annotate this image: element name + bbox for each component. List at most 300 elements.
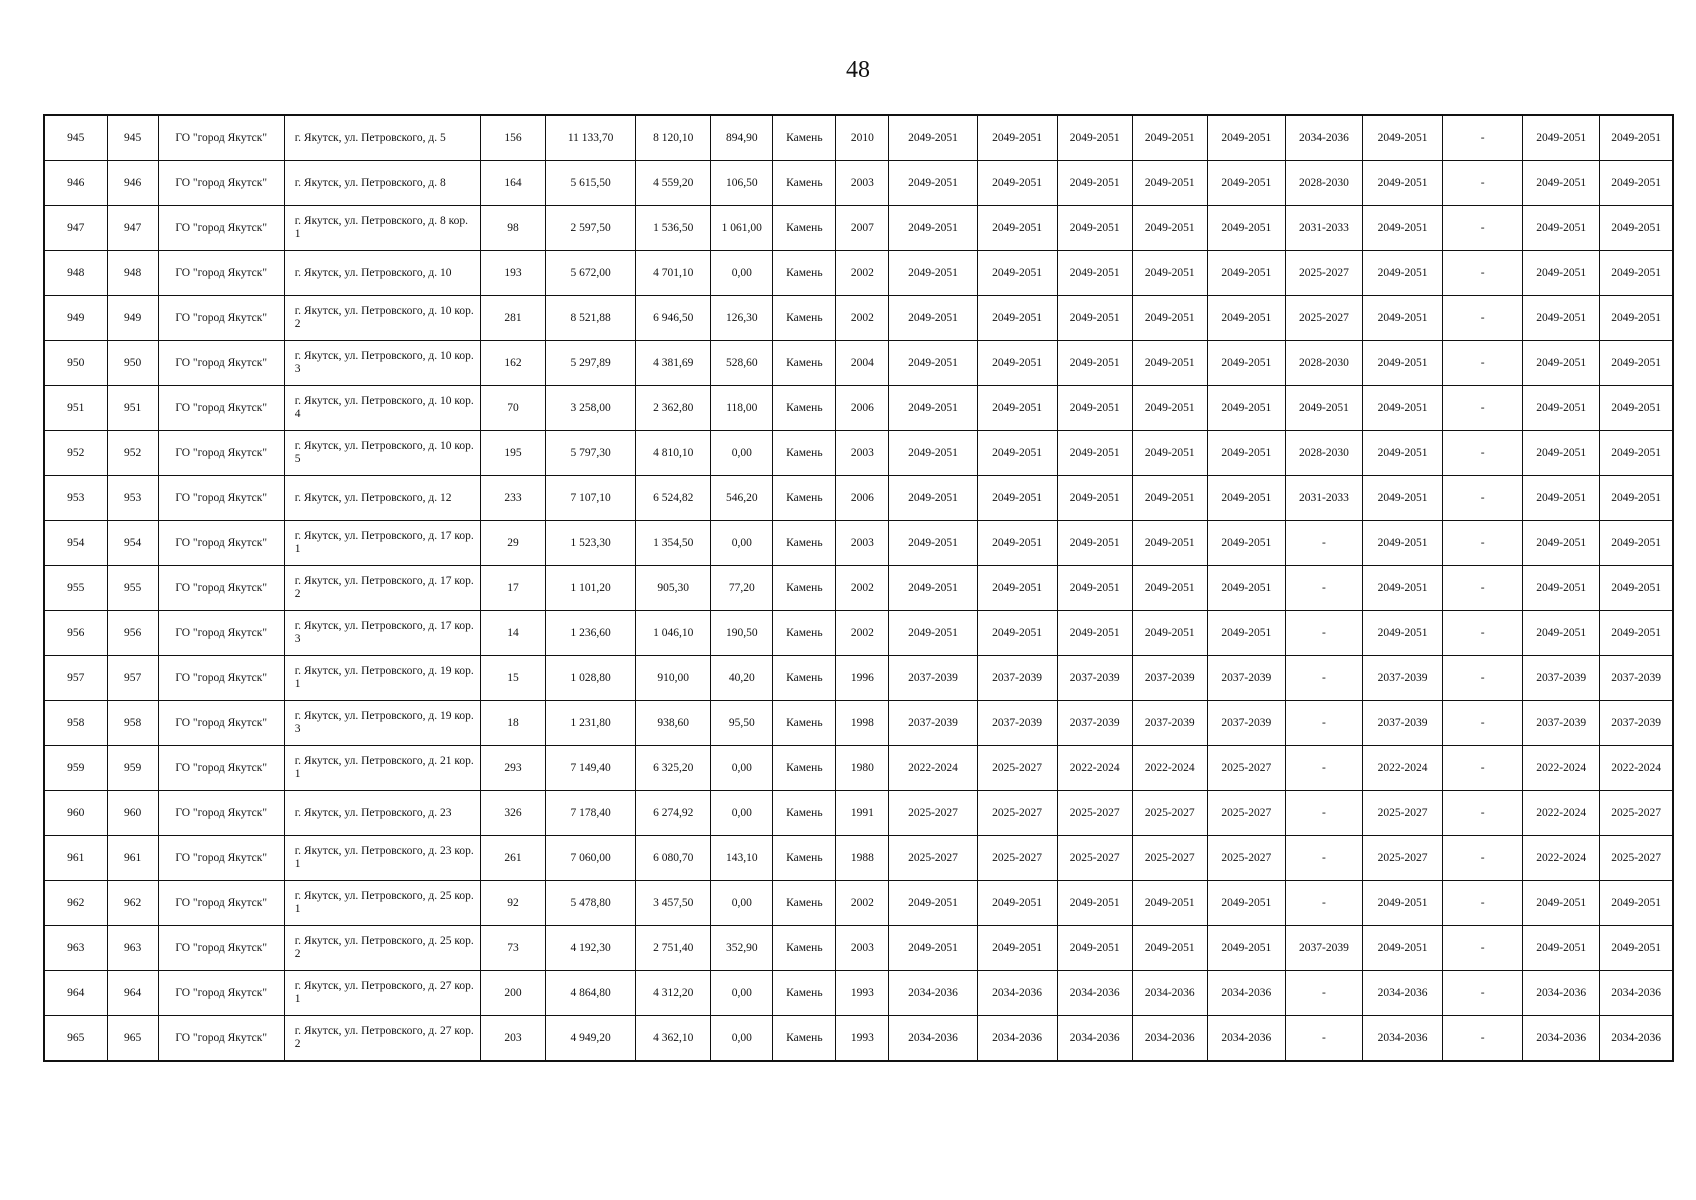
repair-period-3-cell: 2049-2051 (1057, 386, 1132, 431)
repair-period-9-cell: 2049-2051 (1523, 341, 1600, 386)
repair-period-9-cell: 2049-2051 (1523, 476, 1600, 521)
repair-period-5-cell: 2049-2051 (1207, 341, 1285, 386)
repair-period-8-cell: - (1443, 1016, 1523, 1062)
record-number-cell: 965 (107, 1016, 158, 1062)
repair-period-7-cell: 2049-2051 (1362, 566, 1442, 611)
table-row (44, 386, 1673, 431)
repair-period-4-cell: 2034-2036 (1132, 1016, 1207, 1062)
repair-period-6-cell: 2028-2030 (1285, 161, 1362, 206)
table-row (44, 341, 1673, 386)
nonresidential-area-cell: 118,00 (711, 386, 773, 431)
total-area-cell: 1 236,60 (546, 611, 636, 656)
repair-period-5-cell: 2049-2051 (1207, 296, 1285, 341)
repair-period-3-cell: 2034-2036 (1057, 971, 1132, 1016)
repair-period-9-cell: 2049-2051 (1523, 386, 1600, 431)
row-number-cell: 949 (44, 296, 107, 341)
record-number-cell: 964 (107, 971, 158, 1016)
repair-period-7-cell: 2049-2051 (1362, 926, 1442, 971)
apartments-count-cell: 200 (481, 971, 546, 1016)
repair-period-9-cell: 2049-2051 (1523, 206, 1600, 251)
repair-period-2-cell: 2025-2027 (977, 746, 1057, 791)
repair-period-10-cell: 2025-2027 (1600, 836, 1673, 881)
repair-period-10-cell: 2049-2051 (1600, 881, 1673, 926)
repair-period-7-cell: 2034-2036 (1362, 1016, 1442, 1062)
municipality-cell: ГО "город Якутск" (158, 206, 284, 251)
repair-period-6-cell: 2028-2030 (1285, 431, 1362, 476)
living-area-cell: 910,00 (636, 656, 711, 701)
record-number-cell: 947 (107, 206, 158, 251)
row-number-cell: 965 (44, 1016, 107, 1062)
repair-period-1-cell: 2049-2051 (889, 611, 977, 656)
living-area-cell: 938,60 (636, 701, 711, 746)
repair-period-8-cell: - (1443, 386, 1523, 431)
repair-period-2-cell: 2049-2051 (977, 476, 1057, 521)
nonresidential-area-cell: 528,60 (711, 341, 773, 386)
total-area-cell: 5 797,30 (546, 431, 636, 476)
row-number-cell: 963 (44, 926, 107, 971)
nonresidential-area-cell: 352,90 (711, 926, 773, 971)
living-area-cell: 6 325,20 (636, 746, 711, 791)
repair-period-1-cell: 2049-2051 (889, 476, 977, 521)
repair-period-3-cell: 2034-2036 (1057, 1016, 1132, 1062)
wall-material-cell: Камень (773, 701, 836, 746)
repair-period-7-cell: 2049-2051 (1362, 115, 1442, 161)
build-year-cell: 1993 (836, 971, 889, 1016)
repair-period-8-cell: - (1443, 161, 1523, 206)
table-row (44, 115, 1673, 161)
repair-period-7-cell: 2049-2051 (1362, 386, 1442, 431)
build-year-cell: 1991 (836, 791, 889, 836)
municipality-cell: ГО "город Якутск" (158, 881, 284, 926)
repair-period-5-cell: 2049-2051 (1207, 521, 1285, 566)
row-number-cell: 957 (44, 656, 107, 701)
repair-period-10-cell: 2025-2027 (1600, 791, 1673, 836)
repair-period-8-cell: - (1443, 521, 1523, 566)
repair-period-2-cell: 2049-2051 (977, 611, 1057, 656)
municipality-cell: ГО "город Якутск" (158, 115, 284, 161)
repair-period-1-cell: 2049-2051 (889, 115, 977, 161)
repair-period-1-cell: 2049-2051 (889, 386, 977, 431)
address-cell: г. Якутск, ул. Петровского, д. 10 кор. 5 (284, 431, 480, 476)
repair-period-9-cell: 2049-2051 (1523, 115, 1600, 161)
record-number-cell: 955 (107, 566, 158, 611)
address-cell: г. Якутск, ул. Петровского, д. 25 кор. 2 (284, 926, 480, 971)
repair-period-1-cell: 2049-2051 (889, 341, 977, 386)
table-row (44, 431, 1673, 476)
repair-period-9-cell: 2049-2051 (1523, 296, 1600, 341)
build-year-cell: 2003 (836, 161, 889, 206)
total-area-cell: 11 133,70 (546, 115, 636, 161)
repair-period-6-cell: - (1285, 881, 1362, 926)
wall-material-cell: Камень (773, 746, 836, 791)
repair-period-9-cell: 2049-2051 (1523, 251, 1600, 296)
repair-period-3-cell: 2049-2051 (1057, 611, 1132, 656)
apartments-count-cell: 70 (481, 386, 546, 431)
repair-period-10-cell: 2049-2051 (1600, 115, 1673, 161)
repair-period-3-cell: 2037-2039 (1057, 701, 1132, 746)
nonresidential-area-cell: 143,10 (711, 836, 773, 881)
repair-period-9-cell: 2049-2051 (1523, 926, 1600, 971)
row-number-cell: 961 (44, 836, 107, 881)
nonresidential-area-cell: 0,00 (711, 881, 773, 926)
living-area-cell: 4 312,20 (636, 971, 711, 1016)
living-area-cell: 3 457,50 (636, 881, 711, 926)
repair-period-6-cell: - (1285, 971, 1362, 1016)
living-area-cell: 4 381,69 (636, 341, 711, 386)
wall-material-cell: Камень (773, 791, 836, 836)
living-area-cell: 4 559,20 (636, 161, 711, 206)
wall-material-cell: Камень (773, 115, 836, 161)
total-area-cell: 1 231,80 (546, 701, 636, 746)
build-year-cell: 1998 (836, 701, 889, 746)
repair-period-1-cell: 2049-2051 (889, 566, 977, 611)
build-year-cell: 2002 (836, 251, 889, 296)
municipality-cell: ГО "город Якутск" (158, 746, 284, 791)
housing-repair-table (43, 114, 1674, 1062)
repair-period-7-cell: 2049-2051 (1362, 161, 1442, 206)
municipality-cell: ГО "город Якутск" (158, 1016, 284, 1062)
record-number-cell: 949 (107, 296, 158, 341)
living-area-cell: 1 354,50 (636, 521, 711, 566)
total-area-cell: 7 178,40 (546, 791, 636, 836)
nonresidential-area-cell: 0,00 (711, 971, 773, 1016)
living-area-cell: 4 701,10 (636, 251, 711, 296)
repair-period-8-cell: - (1443, 476, 1523, 521)
repair-period-1-cell: 2049-2051 (889, 161, 977, 206)
municipality-cell: ГО "город Якутск" (158, 431, 284, 476)
row-number-cell: 948 (44, 251, 107, 296)
repair-period-7-cell: 2049-2051 (1362, 341, 1442, 386)
total-area-cell: 7 107,10 (546, 476, 636, 521)
repair-period-7-cell: 2049-2051 (1362, 296, 1442, 341)
address-cell: г. Якутск, ул. Петровского, д. 19 кор. 1 (284, 656, 480, 701)
total-area-cell: 4 192,30 (546, 926, 636, 971)
repair-period-7-cell: 2037-2039 (1362, 701, 1442, 746)
repair-period-4-cell: 2037-2039 (1132, 656, 1207, 701)
repair-period-2-cell: 2049-2051 (977, 251, 1057, 296)
repair-period-5-cell: 2025-2027 (1207, 746, 1285, 791)
total-area-cell: 1 028,80 (546, 656, 636, 701)
repair-period-4-cell: 2049-2051 (1132, 161, 1207, 206)
row-number-cell: 956 (44, 611, 107, 656)
repair-period-6-cell: 2025-2027 (1285, 296, 1362, 341)
repair-period-3-cell: 2049-2051 (1057, 881, 1132, 926)
record-number-cell: 954 (107, 521, 158, 566)
repair-period-3-cell: 2049-2051 (1057, 341, 1132, 386)
repair-period-8-cell: - (1443, 206, 1523, 251)
nonresidential-area-cell: 0,00 (711, 746, 773, 791)
repair-period-3-cell: 2049-2051 (1057, 161, 1132, 206)
municipality-cell: ГО "город Якутск" (158, 656, 284, 701)
repair-period-2-cell: 2049-2051 (977, 206, 1057, 251)
repair-period-8-cell: - (1443, 791, 1523, 836)
repair-period-6-cell: - (1285, 566, 1362, 611)
apartments-count-cell: 203 (481, 1016, 546, 1062)
repair-period-9-cell: 2037-2039 (1523, 701, 1600, 746)
repair-period-8-cell: - (1443, 971, 1523, 1016)
living-area-cell: 4 362,10 (636, 1016, 711, 1062)
total-area-cell: 5 615,50 (546, 161, 636, 206)
apartments-count-cell: 73 (481, 926, 546, 971)
record-number-cell: 945 (107, 115, 158, 161)
repair-period-1-cell: 2049-2051 (889, 431, 977, 476)
repair-period-4-cell: 2049-2051 (1132, 115, 1207, 161)
table-row (44, 521, 1673, 566)
apartments-count-cell: 281 (481, 296, 546, 341)
repair-period-9-cell: 2022-2024 (1523, 746, 1600, 791)
repair-period-4-cell: 2049-2051 (1132, 476, 1207, 521)
repair-period-10-cell: 2049-2051 (1600, 161, 1673, 206)
table-row (44, 251, 1673, 296)
repair-period-10-cell: 2049-2051 (1600, 386, 1673, 431)
build-year-cell: 1980 (836, 746, 889, 791)
wall-material-cell: Камень (773, 386, 836, 431)
record-number-cell: 946 (107, 161, 158, 206)
repair-period-1-cell: 2049-2051 (889, 881, 977, 926)
repair-period-7-cell: 2025-2027 (1362, 791, 1442, 836)
repair-period-4-cell: 2022-2024 (1132, 746, 1207, 791)
repair-period-8-cell: - (1443, 746, 1523, 791)
repair-period-9-cell: 2049-2051 (1523, 881, 1600, 926)
repair-period-4-cell: 2049-2051 (1132, 926, 1207, 971)
apartments-count-cell: 156 (481, 115, 546, 161)
repair-period-2-cell: 2034-2036 (977, 971, 1057, 1016)
wall-material-cell: Камень (773, 521, 836, 566)
wall-material-cell: Камень (773, 206, 836, 251)
repair-period-9-cell: 2049-2051 (1523, 161, 1600, 206)
nonresidential-area-cell: 126,30 (711, 296, 773, 341)
repair-period-5-cell: 2049-2051 (1207, 206, 1285, 251)
repair-period-2-cell: 2049-2051 (977, 341, 1057, 386)
living-area-cell: 6 524,82 (636, 476, 711, 521)
living-area-cell: 6 080,70 (636, 836, 711, 881)
wall-material-cell: Камень (773, 296, 836, 341)
repair-period-7-cell: 2049-2051 (1362, 251, 1442, 296)
build-year-cell: 2002 (836, 881, 889, 926)
address-cell: г. Якутск, ул. Петровского, д. 27 кор. 1 (284, 971, 480, 1016)
repair-period-9-cell: 2049-2051 (1523, 521, 1600, 566)
total-area-cell: 4 949,20 (546, 1016, 636, 1062)
municipality-cell: ГО "город Якутск" (158, 971, 284, 1016)
municipality-cell: ГО "город Якутск" (158, 476, 284, 521)
repair-period-8-cell: - (1443, 566, 1523, 611)
municipality-cell: ГО "город Якутск" (158, 521, 284, 566)
table-row (44, 476, 1673, 521)
repair-period-3-cell: 2049-2051 (1057, 296, 1132, 341)
repair-period-1-cell: 2049-2051 (889, 251, 977, 296)
repair-period-1-cell: 2025-2027 (889, 836, 977, 881)
address-cell: г. Якутск, ул. Петровского, д. 23 кор. 1 (284, 836, 480, 881)
record-number-cell: 962 (107, 881, 158, 926)
row-number-cell: 964 (44, 971, 107, 1016)
repair-period-5-cell: 2037-2039 (1207, 656, 1285, 701)
wall-material-cell: Камень (773, 656, 836, 701)
build-year-cell: 2006 (836, 386, 889, 431)
record-number-cell: 959 (107, 746, 158, 791)
repair-period-10-cell: 2049-2051 (1600, 566, 1673, 611)
repair-period-7-cell: 2049-2051 (1362, 206, 1442, 251)
repair-period-7-cell: 2049-2051 (1362, 611, 1442, 656)
total-area-cell: 4 864,80 (546, 971, 636, 1016)
record-number-cell: 953 (107, 476, 158, 521)
page-number: 48 (846, 57, 870, 83)
repair-period-5-cell: 2049-2051 (1207, 251, 1285, 296)
repair-period-4-cell: 2025-2027 (1132, 836, 1207, 881)
repair-period-9-cell: 2049-2051 (1523, 566, 1600, 611)
nonresidential-area-cell: 0,00 (711, 791, 773, 836)
row-number-cell: 947 (44, 206, 107, 251)
living-area-cell: 2 751,40 (636, 926, 711, 971)
apartments-count-cell: 195 (481, 431, 546, 476)
repair-period-6-cell: - (1285, 1016, 1362, 1062)
wall-material-cell: Камень (773, 1016, 836, 1062)
repair-period-10-cell: 2034-2036 (1600, 1016, 1673, 1062)
repair-period-9-cell: 2049-2051 (1523, 431, 1600, 476)
living-area-cell: 905,30 (636, 566, 711, 611)
repair-period-2-cell: 2049-2051 (977, 161, 1057, 206)
record-number-cell: 960 (107, 791, 158, 836)
apartments-count-cell: 29 (481, 521, 546, 566)
repair-period-10-cell: 2022-2024 (1600, 746, 1673, 791)
repair-period-8-cell: - (1443, 656, 1523, 701)
address-cell: г. Якутск, ул. Петровского, д. 19 кор. 3 (284, 701, 480, 746)
repair-period-2-cell: 2025-2027 (977, 791, 1057, 836)
address-cell: г. Якутск, ул. Петровского, д. 8 (284, 161, 480, 206)
repair-period-2-cell: 2049-2051 (977, 115, 1057, 161)
repair-period-3-cell: 2049-2051 (1057, 115, 1132, 161)
repair-period-6-cell: 2028-2030 (1285, 341, 1362, 386)
apartments-count-cell: 162 (481, 341, 546, 386)
repair-period-3-cell: 2049-2051 (1057, 431, 1132, 476)
repair-period-2-cell: 2049-2051 (977, 296, 1057, 341)
build-year-cell: 1996 (836, 656, 889, 701)
row-number-cell: 960 (44, 791, 107, 836)
build-year-cell: 2010 (836, 115, 889, 161)
nonresidential-area-cell: 77,20 (711, 566, 773, 611)
table-row (44, 611, 1673, 656)
apartments-count-cell: 293 (481, 746, 546, 791)
nonresidential-area-cell: 0,00 (711, 521, 773, 566)
table-row (44, 656, 1673, 701)
repair-period-5-cell: 2034-2036 (1207, 1016, 1285, 1062)
repair-period-10-cell: 2049-2051 (1600, 431, 1673, 476)
repair-period-4-cell: 2049-2051 (1132, 206, 1207, 251)
row-number-cell: 950 (44, 341, 107, 386)
living-area-cell: 6 946,50 (636, 296, 711, 341)
record-number-cell: 952 (107, 431, 158, 476)
repair-period-10-cell: 2049-2051 (1600, 251, 1673, 296)
repair-period-1-cell: 2025-2027 (889, 791, 977, 836)
municipality-cell: ГО "город Якутск" (158, 296, 284, 341)
total-area-cell: 7 060,00 (546, 836, 636, 881)
repair-period-9-cell: 2037-2039 (1523, 656, 1600, 701)
municipality-cell: ГО "город Якутск" (158, 611, 284, 656)
repair-period-1-cell: 2037-2039 (889, 701, 977, 746)
repair-period-5-cell: 2049-2051 (1207, 881, 1285, 926)
apartments-count-cell: 261 (481, 836, 546, 881)
repair-period-2-cell: 2049-2051 (977, 431, 1057, 476)
repair-period-10-cell: 2049-2051 (1600, 611, 1673, 656)
build-year-cell: 2004 (836, 341, 889, 386)
repair-period-2-cell: 2037-2039 (977, 656, 1057, 701)
table-row (44, 161, 1673, 206)
build-year-cell: 2002 (836, 566, 889, 611)
address-cell: г. Якутск, ул. Петровского, д. 21 кор. 1 (284, 746, 480, 791)
repair-period-10-cell: 2037-2039 (1600, 701, 1673, 746)
repair-period-7-cell: 2049-2051 (1362, 476, 1442, 521)
build-year-cell: 1988 (836, 836, 889, 881)
address-cell: г. Якутск, ул. Петровского, д. 12 (284, 476, 480, 521)
table-row (44, 836, 1673, 881)
apartments-count-cell: 326 (481, 791, 546, 836)
repair-period-10-cell: 2049-2051 (1600, 341, 1673, 386)
total-area-cell: 5 478,80 (546, 881, 636, 926)
repair-period-6-cell: 2025-2027 (1285, 251, 1362, 296)
apartments-count-cell: 193 (481, 251, 546, 296)
repair-period-6-cell: - (1285, 656, 1362, 701)
municipality-cell: ГО "город Якутск" (158, 701, 284, 746)
repair-period-7-cell: 2034-2036 (1362, 971, 1442, 1016)
address-cell: г. Якутск, ул. Петровского, д. 10 кор. 4 (284, 386, 480, 431)
repair-period-10-cell: 2049-2051 (1600, 521, 1673, 566)
repair-period-2-cell: 2037-2039 (977, 701, 1057, 746)
repair-period-6-cell: - (1285, 521, 1362, 566)
total-area-cell: 5 672,00 (546, 251, 636, 296)
repair-period-8-cell: - (1443, 881, 1523, 926)
repair-period-5-cell: 2049-2051 (1207, 115, 1285, 161)
municipality-cell: ГО "город Якутск" (158, 251, 284, 296)
address-cell: г. Якутск, ул. Петровского, д. 17 кор. 1 (284, 521, 480, 566)
build-year-cell: 2003 (836, 521, 889, 566)
repair-period-9-cell: 2034-2036 (1523, 971, 1600, 1016)
build-year-cell: 2002 (836, 296, 889, 341)
repair-period-8-cell: - (1443, 611, 1523, 656)
repair-period-4-cell: 2049-2051 (1132, 611, 1207, 656)
repair-period-1-cell: 2034-2036 (889, 971, 977, 1016)
repair-period-3-cell: 2049-2051 (1057, 926, 1132, 971)
repair-period-9-cell: 2049-2051 (1523, 611, 1600, 656)
row-number-cell: 945 (44, 115, 107, 161)
wall-material-cell: Камень (773, 611, 836, 656)
repair-period-5-cell: 2049-2051 (1207, 926, 1285, 971)
repair-period-3-cell: 2022-2024 (1057, 746, 1132, 791)
repair-period-8-cell: - (1443, 836, 1523, 881)
repair-period-10-cell: 2049-2051 (1600, 296, 1673, 341)
repair-period-1-cell: 2049-2051 (889, 521, 977, 566)
apartments-count-cell: 164 (481, 161, 546, 206)
living-area-cell: 1 536,50 (636, 206, 711, 251)
repair-period-5-cell: 2034-2036 (1207, 971, 1285, 1016)
table-row (44, 701, 1673, 746)
address-cell: г. Якутск, ул. Петровского, д. 17 кор. 3 (284, 611, 480, 656)
repair-period-6-cell: 2031-2033 (1285, 476, 1362, 521)
total-area-cell: 2 597,50 (546, 206, 636, 251)
build-year-cell: 2003 (836, 926, 889, 971)
address-cell: г. Якутск, ул. Петровского, д. 10 (284, 251, 480, 296)
repair-period-9-cell: 2022-2024 (1523, 836, 1600, 881)
nonresidential-area-cell: 190,50 (711, 611, 773, 656)
repair-period-2-cell: 2049-2051 (977, 521, 1057, 566)
record-number-cell: 963 (107, 926, 158, 971)
build-year-cell: 2006 (836, 476, 889, 521)
repair-period-6-cell: - (1285, 791, 1362, 836)
record-number-cell: 958 (107, 701, 158, 746)
wall-material-cell: Камень (773, 881, 836, 926)
nonresidential-area-cell: 95,50 (711, 701, 773, 746)
address-cell: г. Якутск, ул. Петровского, д. 10 кор. 3 (284, 341, 480, 386)
wall-material-cell: Камень (773, 251, 836, 296)
repair-period-4-cell: 2049-2051 (1132, 341, 1207, 386)
